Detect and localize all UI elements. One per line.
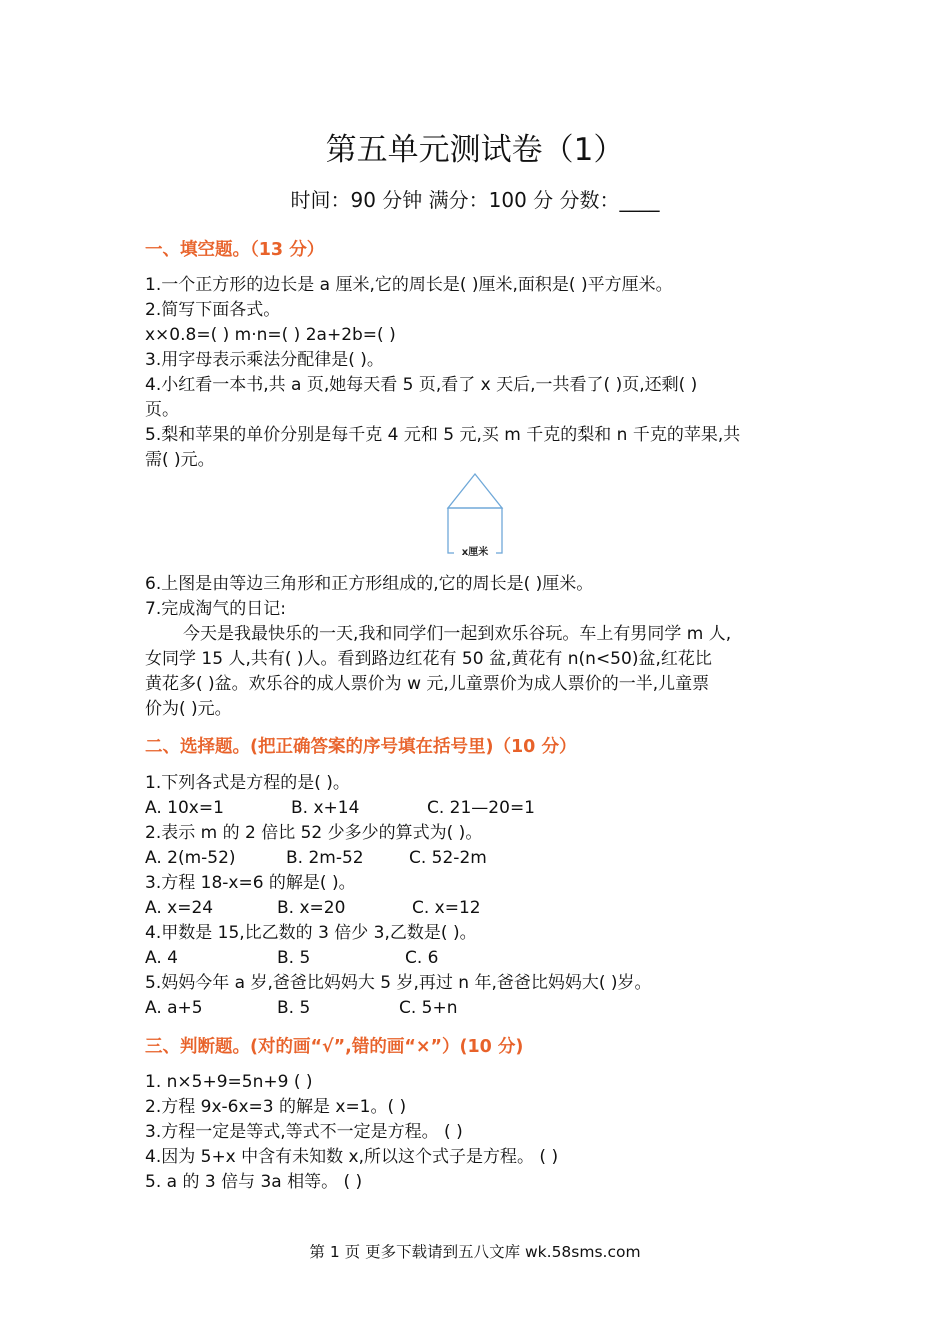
question-line: 5.梨和苹果的单价分别是每千克 4 元和 5 元,买 m 千克的梨和 n 千克的苹果,共 (145, 425, 741, 445)
option-c: C. 21—20=1 (427, 798, 536, 818)
choice-options (145, 996, 645, 1021)
diary-line: 今天是我最快乐的一天,我和同学们一起到欢乐谷玩。车上有男同学 m 人, (183, 624, 732, 644)
choice-question: 1.下列各式是方程的是( )。 (145, 773, 350, 793)
choice-question: 5.妈妈今年 a 岁,爸爸比妈妈大 5 岁,再过 n 年,爸爸比妈妈大( )岁。 (145, 973, 652, 993)
judge-line: 5. a 的 3 倍与 3a 相等。 ( ) (145, 1172, 363, 1192)
judge-line: 4.因为 5+x 中含有未知数 x,所以这个式子是方程。 ( ) (145, 1147, 559, 1167)
house-shape-figure (445, 470, 505, 560)
question-line: 3.用字母表示乘法分配律是( )。 (145, 350, 384, 370)
question-line: x×0.8=( ) m·n=( ) 2a+2b=( ) (145, 325, 396, 345)
choice-options (145, 796, 645, 821)
side-length-label: x厘米 (461, 547, 489, 558)
diary-line: 价为( )元。 (145, 699, 232, 719)
page-title: 第五单元测试卷（1） (325, 132, 625, 168)
option-b: B. x+14 (291, 798, 360, 818)
question-line: 1.一个正方形的边长是 a 厘米,它的周长是( )厘米,面积是( )平方厘米。 (145, 275, 673, 295)
option-b: B. 5 (277, 998, 311, 1018)
question-line: 需( )元。 (145, 450, 215, 470)
section-heading-multiple-choice: 二、选择题。(把正确答案的序号填在括号里)（10 分） (145, 737, 577, 757)
choice-question: 4.甲数是 15,比乙数的 3 倍少 3,乙数是( )。 (145, 923, 477, 943)
choice-question: 3.方程 18-x=6 的解是( )。 (145, 873, 356, 893)
choice-options (145, 946, 645, 971)
judge-line: 2.方程 9x-6x=3 的解是 x=1。( ) (145, 1097, 407, 1117)
diary-line: 女同学 15 人,共有( )人。看到路边红花有 50 盆,黄花有 n(n<50)盆,红花比 (145, 649, 712, 669)
section-heading-true-false: 三、判断题。(对的画“√”,错的画“×”）(10 分) (145, 1037, 524, 1057)
option-a: A. 10x=1 (145, 798, 224, 818)
option-a: A. a+5 (145, 998, 203, 1018)
question-line: 2.简写下面各式。 (145, 300, 281, 320)
question-line: 页。 (145, 400, 179, 420)
choice-question: 2.表示 m 的 2 倍比 52 少多少的算式为( )。 (145, 823, 483, 843)
choice-options (145, 896, 645, 921)
question-line: 6.上图是由等边三角形和正方形组成的,它的周长是( )厘米。 (145, 574, 594, 594)
diary-line: 黄花多( )盆。欢乐谷的成人票价为 w 元,儿童票价为成人票价的一半,儿童票 (145, 674, 710, 694)
option-c: C. 5+n (399, 998, 458, 1018)
question-line: 4.小红看一本书,共 a 页,她每天看 5 页,看了 x 天后,一共看了( )页,还剩( ) (145, 375, 698, 395)
option-b: B. 5 (277, 948, 311, 968)
option-b: B. x=20 (277, 898, 346, 918)
option-b: B. 2m-52 (286, 848, 364, 868)
page-footer: 第 1 页 更多下载请到五八文库 wk.58sms.com (309, 1243, 641, 1261)
option-a: A. 2(m-52) (145, 848, 236, 868)
judge-line: 3.方程一定是等式,等式不一定是方程。 ( ) (145, 1122, 463, 1142)
option-a: A. x=24 (145, 898, 214, 918)
choice-options (145, 846, 645, 871)
option-c: C. 52-2m (409, 848, 487, 868)
judge-line: 1. n×5+9=5n+9 ( ) (145, 1072, 313, 1092)
equilateral-triangle (448, 474, 502, 508)
option-c: C. 6 (405, 948, 439, 968)
option-a: A. 4 (145, 948, 178, 968)
exam-info: 时间：90 分钟 满分：100 分 分数：____ (290, 188, 660, 212)
option-c: C. x=12 (412, 898, 481, 918)
section-heading-fill-blank: 一、填空题。（13 分） (145, 240, 325, 260)
triangle-square-diagram (445, 470, 505, 560)
question-line: 7.完成淘气的日记: (145, 599, 286, 619)
